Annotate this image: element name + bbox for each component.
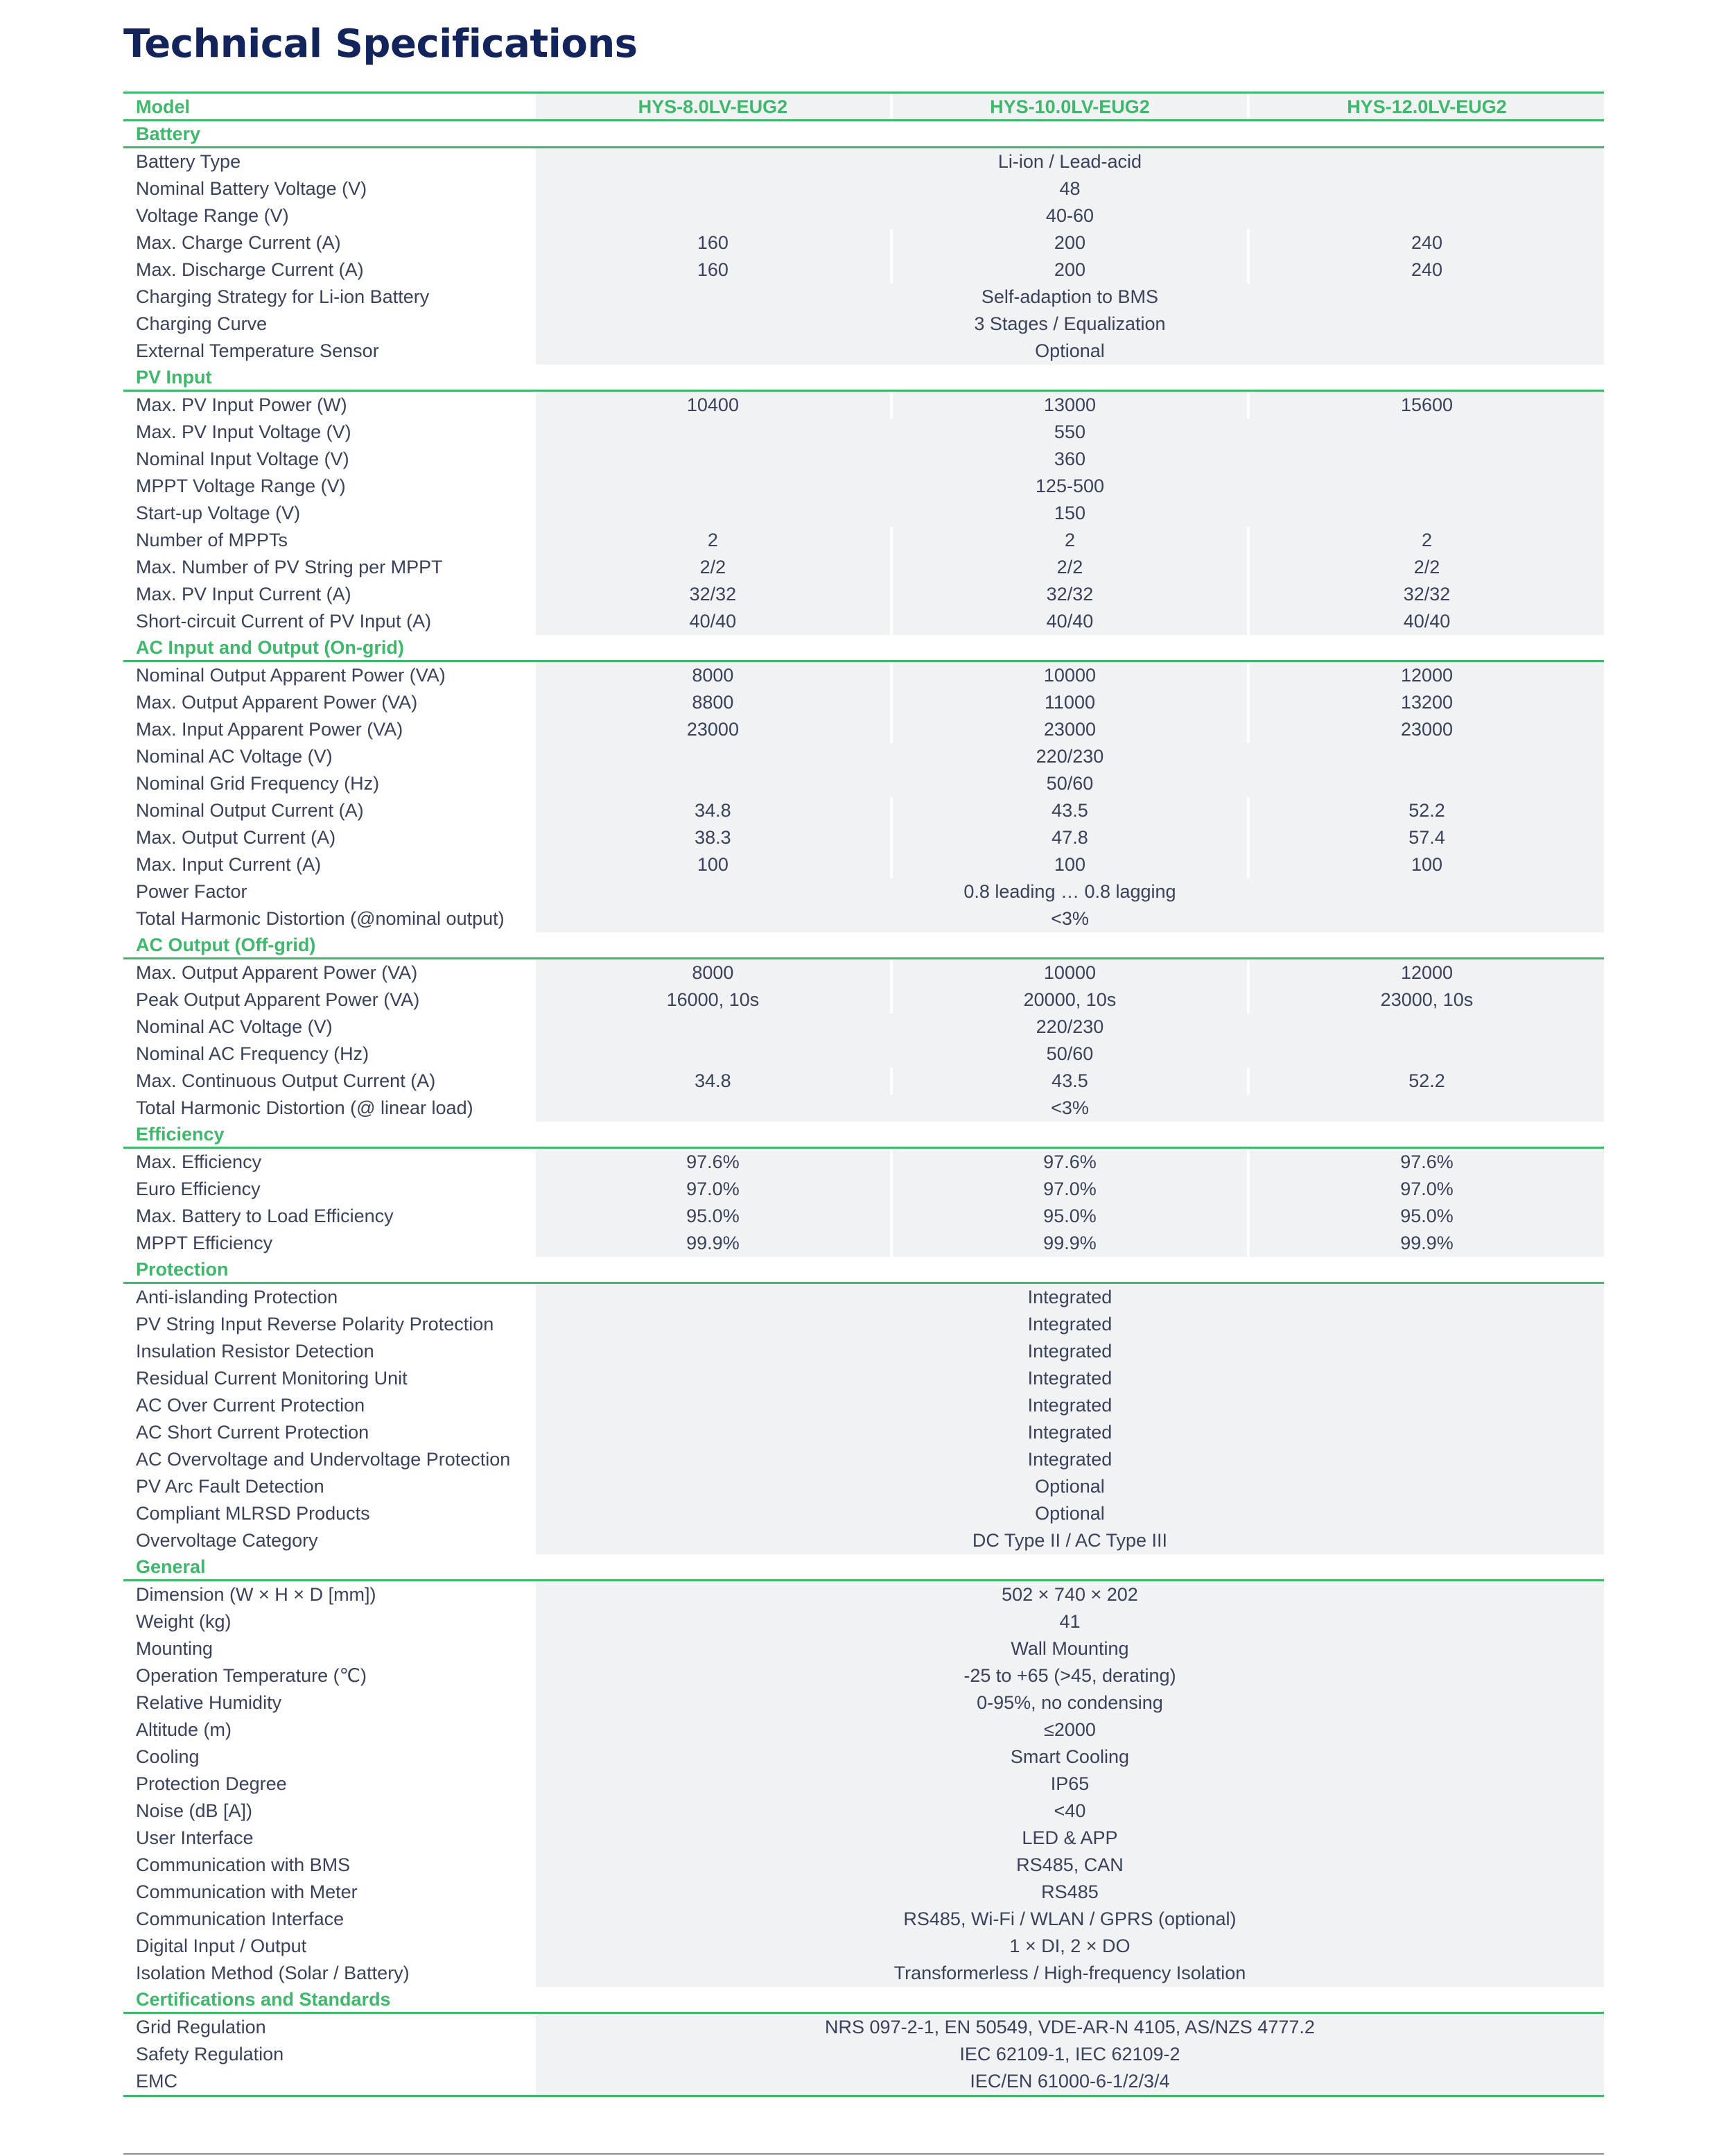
spec-value: 240 [1250, 229, 1604, 257]
spec-value: Li-ion / Lead-acid [536, 148, 1604, 175]
spec-label: Max. PV Input Current (A) [136, 584, 351, 605]
spec-row [123, 1095, 1604, 1122]
spec-label: Nominal Input Voltage (V) [136, 449, 349, 469]
spec-value: ≤2000 [536, 1716, 1604, 1744]
model-header-label: Model [136, 96, 190, 117]
spec-value: 48 [536, 175, 1604, 202]
section-title: PV Input [136, 367, 212, 388]
spec-value: 2 [536, 527, 890, 554]
spec-row [123, 2068, 1604, 2095]
spec-label: Power Factor [136, 881, 247, 902]
spec-value: Optional [536, 1500, 1604, 1527]
spec-row [123, 1744, 1604, 1771]
spec-row [123, 1068, 1604, 1095]
spec-label: Max. Discharge Current (A) [136, 259, 364, 280]
spec-value: Integrated [536, 1446, 1604, 1473]
spec-value: <3% [536, 905, 1604, 932]
spec-value: LED & APP [536, 1825, 1604, 1852]
spec-value: 97.0% [536, 1176, 890, 1203]
spec-value: 43.5 [893, 1068, 1247, 1095]
spec-value: 10000 [893, 662, 1247, 689]
spec-value: 150 [536, 500, 1604, 527]
section-title: General [136, 1556, 206, 1577]
spec-value: 32/32 [1250, 581, 1604, 608]
spec-value: 160 [536, 257, 890, 284]
spec-label: Protection Degree [136, 1773, 287, 1794]
spec-row [123, 1041, 1604, 1068]
spec-label: External Temperature Sensor [136, 340, 379, 361]
spec-value: 47.8 [893, 824, 1247, 851]
spec-value: <3% [536, 1095, 1604, 1122]
spec-row [123, 581, 1604, 608]
spec-label: Max. Output Apparent Power (VA) [136, 962, 418, 983]
spec-value: 23000 [893, 716, 1247, 743]
spec-value: 40/40 [1250, 608, 1604, 635]
spec-label: Mounting [136, 1638, 213, 1659]
spec-label: User Interface [136, 1827, 254, 1848]
spec-value: 1 × DI, 2 × DO [536, 1933, 1604, 1960]
spec-label: PV String Input Reverse Polarity Protection [136, 1314, 494, 1335]
spec-value: 13200 [1250, 689, 1604, 716]
spec-value: Integrated [536, 1311, 1604, 1338]
spec-row [123, 1527, 1604, 1554]
spec-label: Anti-islanding Protection [136, 1287, 338, 1307]
spec-row [123, 1149, 1604, 1176]
spec-label: Max. Charge Current (A) [136, 232, 341, 253]
spec-label: Altitude (m) [136, 1719, 232, 1740]
spec-label: Max. Battery to Load Efficiency [136, 1206, 394, 1226]
spec-value: 99.9% [893, 1230, 1247, 1257]
spec-label: Safety Regulation [136, 2044, 284, 2064]
spec-label: Noise (dB [A]) [136, 1800, 253, 1821]
spec-value: 160 [536, 229, 890, 257]
spec-row [123, 770, 1604, 797]
spec-value: 12000 [1250, 662, 1604, 689]
spec-label: Start-up Voltage (V) [136, 503, 301, 523]
spec-row [123, 1581, 1604, 1608]
spec-row [123, 716, 1604, 743]
spec-row [123, 959, 1604, 986]
spec-label: Battery Type [136, 151, 241, 172]
spec-row [123, 1906, 1604, 1933]
spec-row [123, 175, 1604, 202]
spec-row [123, 338, 1604, 365]
spec-value: 200 [893, 257, 1247, 284]
spec-row [123, 743, 1604, 770]
spec-row [123, 2014, 1604, 2041]
spec-value: Integrated [536, 1419, 1604, 1446]
spec-value: <40 [536, 1798, 1604, 1825]
spec-label: AC Short Current Protection [136, 1422, 369, 1443]
spec-label: MPPT Voltage Range (V) [136, 476, 346, 496]
spec-row [123, 1203, 1604, 1230]
spec-row [123, 1825, 1604, 1852]
spec-value: 0-95%, no condensing [536, 1689, 1604, 1716]
spec-row [123, 1635, 1604, 1662]
spec-label: Operation Temperature (℃) [136, 1665, 367, 1686]
spec-label: AC Overvoltage and Undervoltage Protection [136, 1449, 511, 1470]
spec-value: 220/230 [536, 743, 1604, 770]
spec-value: -25 to +65 (>45, derating) [536, 1662, 1604, 1689]
spec-value: 97.6% [536, 1149, 890, 1176]
spec-value: 99.9% [1250, 1230, 1604, 1257]
spec-row [123, 986, 1604, 1014]
spec-value: 41 [536, 1608, 1604, 1635]
spec-value: 23000 [536, 716, 890, 743]
spec-row [123, 284, 1604, 311]
spec-value: 43.5 [893, 797, 1247, 824]
spec-label: Number of MPPTs [136, 530, 288, 550]
spec-row [123, 1960, 1604, 1987]
spec-row [123, 392, 1604, 419]
spec-value: 99.9% [536, 1230, 890, 1257]
spec-label: Insulation Resistor Detection [136, 1341, 374, 1362]
spec-row [123, 554, 1604, 581]
spec-value: 2 [893, 527, 1247, 554]
spec-value: 50/60 [536, 1041, 1604, 1068]
section-header-row [123, 365, 1604, 392]
spec-row [123, 689, 1604, 716]
spec-label: AC Over Current Protection [136, 1395, 365, 1416]
spec-value: Integrated [536, 1284, 1604, 1311]
spec-row [123, 2041, 1604, 2068]
spec-table [123, 92, 1604, 2097]
spec-value: 97.0% [893, 1176, 1247, 1203]
spec-value: 8800 [536, 689, 890, 716]
spec-value: Transformerless / High-frequency Isolation [536, 1960, 1604, 1987]
spec-value: Smart Cooling [536, 1744, 1604, 1771]
spec-row [123, 851, 1604, 878]
spec-value: 100 [536, 851, 890, 878]
spec-label: Max. Number of PV String per MPPT [136, 557, 443, 577]
spec-value: 34.8 [536, 797, 890, 824]
spec-row [123, 1689, 1604, 1716]
spec-value: 16000, 10s [536, 986, 890, 1014]
spec-value: 15600 [1250, 392, 1604, 419]
spec-label: Communication Interface [136, 1909, 344, 1929]
spec-row [123, 446, 1604, 473]
spec-label: Voltage Range (V) [136, 205, 289, 226]
spec-value: 2 [1250, 527, 1604, 554]
spec-row [123, 148, 1604, 175]
spec-label: Residual Current Monitoring Unit [136, 1368, 408, 1389]
spec-value: 57.4 [1250, 824, 1604, 851]
spec-value: 40/40 [893, 608, 1247, 635]
spec-label: Nominal AC Voltage (V) [136, 1016, 333, 1037]
spec-value: 125-500 [536, 473, 1604, 500]
spec-row [123, 1933, 1604, 1960]
spec-label: Charging Strategy for Li-ion Battery [136, 286, 430, 307]
spec-row [123, 311, 1604, 338]
spec-value: 23000 [1250, 716, 1604, 743]
spec-value: 52.2 [1250, 1068, 1604, 1095]
spec-row [123, 229, 1604, 257]
section-title: Protection [136, 1259, 229, 1280]
spec-value: 360 [536, 446, 1604, 473]
spec-label: Nominal AC Voltage (V) [136, 746, 333, 767]
spec-value: 50/60 [536, 770, 1604, 797]
spec-value: 95.0% [893, 1203, 1247, 1230]
spec-label: Max. Output Current (A) [136, 827, 336, 848]
spec-label: Overvoltage Category [136, 1530, 318, 1551]
spec-row [123, 1176, 1604, 1203]
spec-label: EMC [136, 2071, 177, 2092]
model-header-row [123, 94, 1604, 121]
spec-row [123, 662, 1604, 689]
spec-row [123, 1716, 1604, 1744]
model-name: HYS-10.0LV-EUG2 [893, 94, 1247, 119]
spec-label: PV Arc Fault Detection [136, 1476, 324, 1497]
spec-label: MPPT Efficiency [136, 1233, 273, 1253]
spec-value: 32/32 [893, 581, 1247, 608]
spec-row [123, 1500, 1604, 1527]
spec-label: Cooling [136, 1746, 200, 1767]
spec-label: Max. Input Current (A) [136, 854, 322, 875]
spec-value: IEC 62109-1, IEC 62109-2 [536, 2041, 1604, 2068]
spec-value: IEC/EN 61000-6-1/2/3/4 [536, 2068, 1604, 2095]
spec-value: 97.6% [1250, 1149, 1604, 1176]
spec-label: Max. Continuous Output Current (A) [136, 1070, 436, 1091]
spec-value: 13000 [893, 392, 1247, 419]
spec-value: 2/2 [893, 554, 1247, 581]
spec-label: Short-circuit Current of PV Input (A) [136, 611, 432, 632]
spec-value: 8000 [536, 662, 890, 689]
spec-value: 12000 [1250, 959, 1604, 986]
spec-row [123, 1311, 1604, 1338]
spec-value: Optional [536, 1473, 1604, 1500]
spec-value: IP65 [536, 1771, 1604, 1798]
spec-value: 3 Stages / Equalization [536, 311, 1604, 338]
section-title: Certifications and Standards [136, 1989, 391, 2010]
page-title: Technical Specifications [123, 21, 638, 67]
spec-value: RS485, Wi-Fi / WLAN / GPRS (optional) [536, 1906, 1604, 1933]
spec-value: 23000, 10s [1250, 986, 1604, 1014]
spec-value: 52.2 [1250, 797, 1604, 824]
spec-label: Total Harmonic Distortion (@nominal output) [136, 908, 505, 929]
spec-row [123, 878, 1604, 905]
spec-value: 550 [536, 419, 1604, 446]
spec-value: 200 [893, 229, 1247, 257]
spec-value: RS485 [536, 1879, 1604, 1906]
spec-value: 40/40 [536, 608, 890, 635]
spec-value: DC Type II / AC Type III [536, 1527, 1604, 1554]
spec-value: 2/2 [536, 554, 890, 581]
spec-row [123, 1852, 1604, 1879]
spec-row [123, 473, 1604, 500]
spec-row [123, 824, 1604, 851]
spec-label: Relative Humidity [136, 1692, 282, 1713]
section-title: AC Input and Output (On-grid) [136, 637, 404, 658]
spec-value: 220/230 [536, 1014, 1604, 1041]
spec-row [123, 1798, 1604, 1825]
section-header-row [123, 635, 1604, 662]
spec-label: Charging Curve [136, 313, 268, 334]
spec-row [123, 1473, 1604, 1500]
section-header-row [123, 1987, 1604, 2014]
spec-row [123, 202, 1604, 229]
section-header-row [123, 1257, 1604, 1284]
spec-row [123, 527, 1604, 554]
spec-label: Total Harmonic Distortion (@ linear load) [136, 1097, 473, 1118]
model-name: HYS-12.0LV-EUG2 [1250, 94, 1604, 119]
spec-value: 20000, 10s [893, 986, 1247, 1014]
spec-value: 97.6% [893, 1149, 1247, 1176]
spec-row [123, 1338, 1604, 1365]
spec-row [123, 905, 1604, 932]
spec-label: Peak Output Apparent Power (VA) [136, 989, 420, 1010]
spec-label: Grid Regulation [136, 2017, 266, 2037]
spec-value: 32/32 [536, 581, 890, 608]
spec-label: Communication with Meter [136, 1881, 358, 1902]
spec-label: Nominal AC Frequency (Hz) [136, 1043, 369, 1064]
spec-row [123, 1230, 1604, 1257]
spec-value: Integrated [536, 1365, 1604, 1392]
section-title: Battery [136, 123, 201, 144]
spec-row [123, 1662, 1604, 1689]
spec-label: Max. PV Input Power (W) [136, 394, 347, 415]
section-header-row [123, 1554, 1604, 1581]
spec-row [123, 1014, 1604, 1041]
spec-row [123, 1365, 1604, 1392]
spec-value: Integrated [536, 1338, 1604, 1365]
spec-value: Integrated [536, 1392, 1604, 1419]
spec-value: Self-adaption to BMS [536, 284, 1604, 311]
spec-value: 40-60 [536, 202, 1604, 229]
spec-row [123, 1879, 1604, 1906]
spec-row [123, 797, 1604, 824]
spec-label: Max. PV Input Voltage (V) [136, 421, 351, 442]
spec-value: 8000 [536, 959, 890, 986]
spec-value: 10400 [536, 392, 890, 419]
spec-value: 100 [1250, 851, 1604, 878]
spec-value: 240 [1250, 257, 1604, 284]
spec-label: Max. Output Apparent Power (VA) [136, 692, 418, 713]
section-header-row [123, 121, 1604, 148]
spec-row [123, 1392, 1604, 1419]
model-name: HYS-8.0LV-EUG2 [536, 94, 890, 119]
spec-value: 95.0% [536, 1203, 890, 1230]
spec-label: Nominal Grid Frequency (Hz) [136, 773, 380, 794]
spec-label: Weight (kg) [136, 1611, 232, 1632]
spec-value: 11000 [893, 689, 1247, 716]
spec-row [123, 608, 1604, 635]
spec-row [123, 1419, 1604, 1446]
spec-value: RS485, CAN [536, 1852, 1604, 1879]
spec-label: Euro Efficiency [136, 1179, 261, 1199]
spec-row [123, 500, 1604, 527]
spec-label: Dimension (W × H × D [mm]) [136, 1584, 376, 1605]
spec-row [123, 1608, 1604, 1635]
spec-label: Nominal Output Apparent Power (VA) [136, 665, 446, 686]
spec-label: Isolation Method (Solar / Battery) [136, 1963, 410, 1983]
spec-value: Wall Mounting [536, 1635, 1604, 1662]
spec-label: Nominal Battery Voltage (V) [136, 178, 367, 199]
spec-value: 2/2 [1250, 554, 1604, 581]
section-header-row [123, 1122, 1604, 1149]
spec-label: Communication with BMS [136, 1854, 351, 1875]
spec-label: Digital Input / Output [136, 1936, 307, 1956]
footer-divider [123, 2153, 1604, 2155]
spec-value: Optional [536, 338, 1604, 365]
section-title: Efficiency [136, 1124, 225, 1145]
spec-value: 502 × 740 × 202 [536, 1581, 1604, 1608]
spec-value: 38.3 [536, 824, 890, 851]
section-title: AC Output (Off-grid) [136, 934, 316, 955]
spec-value: NRS 097-2-1, EN 50549, VDE-AR-N 4105, AS/NZS 4777.2 [536, 2014, 1604, 2041]
spec-value: 100 [893, 851, 1247, 878]
spec-row [123, 1284, 1604, 1311]
spec-value: 34.8 [536, 1068, 890, 1095]
spec-label: Max. Efficiency [136, 1151, 262, 1172]
spec-label: Compliant MLRSD Products [136, 1503, 370, 1524]
spec-label: Nominal Output Current (A) [136, 800, 364, 821]
spec-row [123, 1771, 1604, 1798]
section-header-row [123, 932, 1604, 959]
spec-value: 0.8 leading … 0.8 lagging [536, 878, 1604, 905]
spec-row [123, 1446, 1604, 1473]
spec-value: 97.0% [1250, 1176, 1604, 1203]
spec-value: 10000 [893, 959, 1247, 986]
spec-value: 95.0% [1250, 1203, 1604, 1230]
spec-row [123, 257, 1604, 284]
spec-row [123, 419, 1604, 446]
spec-label: Max. Input Apparent Power (VA) [136, 719, 403, 740]
